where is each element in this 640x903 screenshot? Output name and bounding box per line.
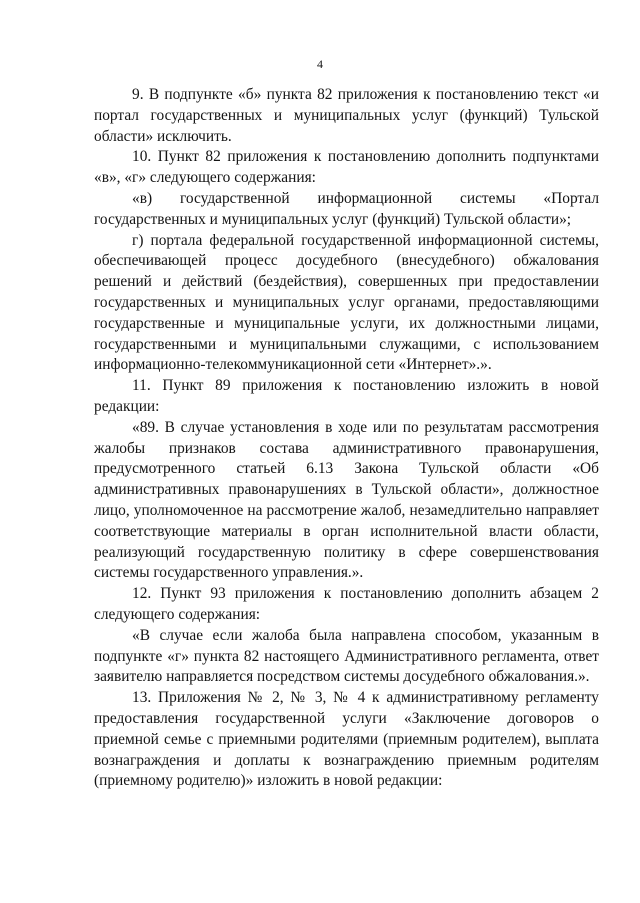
paragraph-point-93-addition: «В случае если жалоба была направлена способом, указанным в подпункте «г» пункта 82 настоящего Административного регламента, ответ заявителю направляется посредством системы досудебного обжалования.». xyxy=(94,626,599,686)
paragraph-point-89: «89. В случае установления в ходе или по результатам рассмотрения жалобы признаков состава административного правонарушения, предусмотренного статьей 6.13 Закона Тульской области «Об административных правонарушениях в Тульской области», должностное лицо, уполномоченное на рассмотрение жалоб, незамедлительно направляет соответствующие материалы в орган исполнительной власти области, реализующий государственную политику в сфере совершенствования системы государственного управления.». xyxy=(94,418,599,582)
page-number: 4 xyxy=(317,57,323,71)
paragraph-item-9: 9. В подпункте «б» пункта 82 приложения к постановлению текст «и портал государственных и муниципальных услуг (функций) Тульской области» исключить. xyxy=(94,86,599,145)
paragraph-item-12: 12. Пункт 93 приложения к постановлению дополнить абзацем 2 следующего содержания: xyxy=(94,585,599,623)
paragraph-item-10: 10. Пункт 82 приложения к постановлению дополнить подпунктами «в», «г» следующего содержания: xyxy=(94,148,599,187)
paragraph-item-13: 13. Приложения № 2, № 3, № 4 к административному регламенту предоставления государственной услуги «Заключение договоров о приемной семье с приемными родителями (приемным родителем), выплата вознаграждения и доплаты к вознаграждению приемным родителям (приемному родителю)» изложить в новой редакции: xyxy=(94,689,599,790)
paragraph-item-11: 11. Пункт 89 приложения к постановлению изложить в новой редакции: xyxy=(94,377,599,415)
document-body xyxy=(94,85,599,792)
paragraph-subitem-g: г) портала федеральной государственной информационной системы, обеспечивающей процесс досудебного (внесудебного) обжалования решений и действий (бездействия), совершенных при предоставлении государственных и муниципальных услуг органами, предоставляющими государственные и муниципальные услуги, их должностными лицами, государственными и муниципальными служащими, с использованием информационно-телекоммуникационной сети «Интернет».». xyxy=(94,231,599,374)
paragraph-subitem-v: «в) государственной информационной системы «Портал государственных и муниципальных услуг (функций) Тульской области»; xyxy=(94,189,599,228)
